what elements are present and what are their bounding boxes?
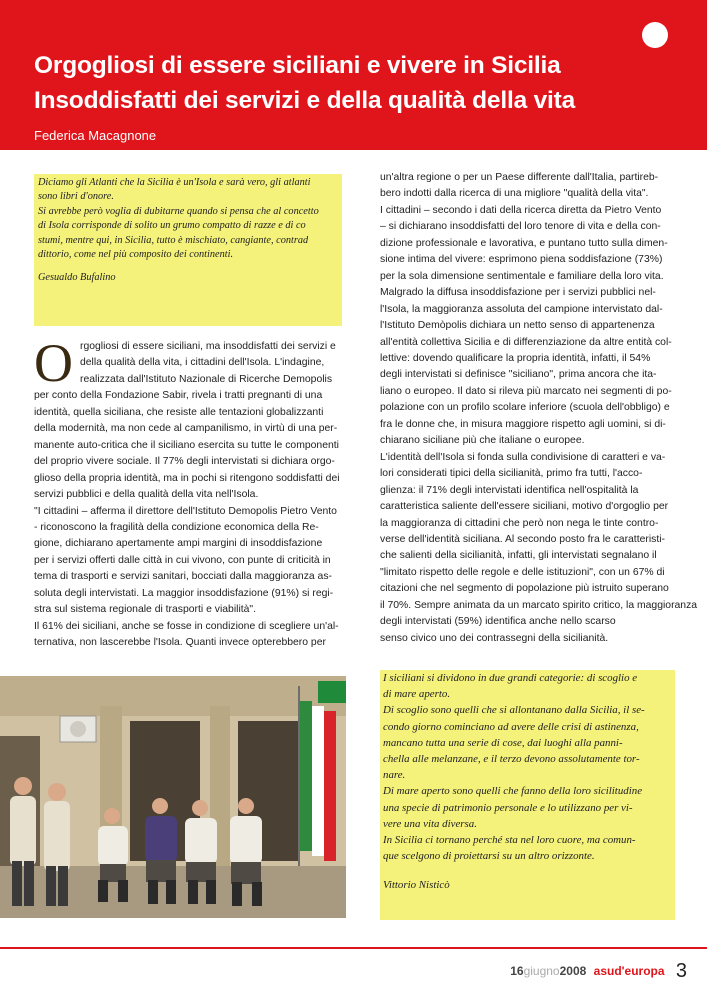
quote-line: una specie di patrimonio personale e lo utilizzano per vi- [383, 801, 633, 814]
quote-line: di mare aperto. [383, 688, 451, 701]
quote-signature: Gesualdo Bufalino [38, 272, 116, 284]
text-line: I cittadini – secondo i dati della ricerca diretta da Pietro Vento [380, 204, 662, 216]
quote-line: stumi, mentre qui, in Sicilia, tutto è mischiato, cangiante, contrad [38, 234, 309, 246]
text-line: manente auto-critica che il siciliano esercita su tutte le componenti [34, 439, 339, 451]
quote-signature: Vittorio Nisticò [383, 879, 450, 892]
text-line: fra le donne che, in misura maggiore rispetto agli uomini, si di- [380, 418, 666, 430]
drop-cap: O [34, 333, 73, 393]
article-column-left [34, 333, 344, 652]
text-line: lori considerati tipici della sicilianità, primo fra tutti, l'acco- [380, 468, 643, 480]
text-line: caratteristica saliente dell'essere siciliani, motivo d'orgoglio per [380, 501, 669, 513]
text-line: soluta degli intervistati. La maggior insoddisfazione (91%) si regi- [34, 587, 334, 599]
text-line: "I cittadini – afferma il direttore dell'Istituto Demopolis Pietro Vento [34, 505, 337, 517]
quote-line: vere una vita diversa. [383, 817, 477, 830]
text-line: - riconoscono la fragilità della condizione economica della Re- [34, 521, 319, 533]
quote-line: condo giorno cominciano ad avere delle crisi di astinenza, [383, 720, 639, 733]
text-line: – si dichiarano insoddisfatti del loro tenore di vita e della con- [380, 221, 661, 233]
text-line: sione intima del vivere: esprimono piena soddisfazione (73%) [380, 254, 663, 266]
epigraph-quote-box [34, 174, 342, 326]
text-line: citazioni che nel segmento di popolazione più istruito superano [380, 583, 669, 595]
sidebar-quote-box [380, 670, 675, 920]
text-line: bero indotti dalla ricerca di una migliore "qualità della vita". [380, 188, 649, 200]
footer-month: giugno [523, 964, 560, 978]
text-line: identità, quella siciliana, che resiste alle tentazioni globalizzanti [34, 406, 324, 418]
text-line: Malgrado la diffusa insoddisfazione per i servizi pubblici nel- [380, 287, 656, 299]
text-line: tema di trasporti e servizi sanitari, bocciati dalla maggioranza as- [34, 571, 332, 583]
footer-year: 2008 [559, 964, 587, 978]
text-line: l'Isola, la maggioranza assoluta del campione intervistato dal- [380, 303, 663, 315]
text-line: della qualità della vita, i cittadini dell'Isola. L'indagine, [80, 357, 325, 369]
text-line: stra sul sistema regionale di trasporti e viabilità". [34, 604, 256, 616]
text-line: della modernità, ma non cede al campanilismo, in virtù di una per- [34, 423, 338, 435]
header-band [0, 0, 707, 150]
text-line: senso civico uno dei contrassegni della sicilianità. [380, 632, 609, 644]
text-line: l'Istituto Demòpolis dichiara un netto senso di appartenenza [380, 320, 655, 332]
text-line: Il 61% dei siciliani, anche se fosse in condizione di scegliere un'al- [34, 620, 339, 632]
quote-line: que scelgono di proiettarsi su un altro orizzonte. [383, 850, 595, 863]
text-line: polazione con un profilo scolare inferiore (scuola dell'obbligo) e [380, 402, 670, 414]
text-line: glienza: il 71% degli intervistati identifica nell'ospitalità la [380, 484, 639, 496]
text-line: il 70%. Sempre animata da un marcato spirito critico, la maggioranza [380, 599, 698, 611]
text-line: un'altra regione o per un Paese differente dall'Italia, partireb- [380, 172, 659, 183]
text-line: per la sola dimensione sentimentale e familiare della loro vita. [380, 270, 664, 282]
quote-line: Si avrebbe però voglia di dubitarne quando si pensa che al concetto [38, 205, 319, 217]
title-line-2: Insoddisfatti dei servizi e della qualità della vita [34, 87, 576, 114]
text-line: lettive: dovendo qualificare la propria identità, infatti, il 54% [380, 352, 651, 364]
text-line: dizione professionale e lavorativa, e puntano tutto sulla dimen- [380, 237, 668, 249]
text-line: verse dell'identità siciliana. Al secondo posto fra le caratteristi- [380, 533, 665, 545]
text-line: del proprio vivere sociale. Il 77% degli intervistati si dichiara orgo- [34, 456, 335, 468]
page-number: 3 [675, 960, 687, 982]
quote-line: In Sicilia ci tornano perché sta nel loro cuore, ma comun- [383, 834, 636, 847]
quote-line: chella alle melanzane, e il terzo devono assolutamente tor- [383, 753, 640, 766]
quote-line: Di mare aperto sono quelli che fanno della loro sicilitudine [383, 785, 643, 798]
quote-line: Di scoglio sono quelli che si allontanano dalla Sicilia, il se- [383, 704, 645, 717]
article-column-right [380, 170, 698, 647]
text-line: liano o europeo. Il dato si rileva più marcato nei segmenti di po- [380, 385, 672, 397]
text-line: ternativa, non lascerebbe l'Isola. Quanti invece opterebbero per [34, 637, 326, 649]
text-line: glioso della propria identità, ma in pochi si ritengono soddisfatti dei [34, 472, 340, 484]
quote-line: sono libri d'onore. [38, 191, 114, 203]
quote-line: I siciliani si dividono in due grandi categorie: di scoglio e [383, 672, 638, 684]
footer [510, 958, 687, 981]
footer-rule [0, 947, 707, 949]
quote-line: di Isola corrisponde di solito un grumo compatto di razze e di co [38, 220, 306, 232]
title-line-1: Orgogliosi di essere siciliani e vivere in Sicilia [34, 52, 561, 79]
text-line: "limitato rispetto delle regole e delle istituzioni", con un 67% di [380, 566, 665, 578]
text-line: realizzata dall'Istituto Nazionale di Ricerche Demopolis [80, 373, 333, 385]
text-line: servizi pubblici e della qualità della vita nell'Isola. [34, 489, 259, 501]
quote-line: nare. [383, 769, 406, 782]
text-line: gione, dichiarano apertamente ampi margini di insoddisfazione [34, 538, 323, 550]
text-line: rgogliosi di essere siciliani, ma insoddisfatti dei servizi e [80, 341, 336, 352]
text-line: chiarano siciliane più che italiane o europee. [380, 435, 585, 447]
text-line: degli intervistati si definisce "siciliano", prima ancora che ita- [380, 369, 657, 381]
text-line: all'entità collettiva Sicilia e di differenziazione da altre entità col- [380, 336, 672, 348]
footer-day: 16 [510, 964, 524, 978]
quote-line: Diciamo gli Atlanti che la Sicilia è un'Isola e sarà vero, gli atlanti [38, 177, 311, 188]
text-line: L'identità dell'Isola si fonda sulla condivisione di caratteri e va- [380, 451, 666, 463]
author-name: Federica Macagnone [34, 128, 157, 143]
photo-elderly-men-icon [0, 676, 346, 918]
footer-magazine: asud'europa [593, 964, 665, 978]
quote-line: mancano tutta una serie di cose, dai luoghi alla panni- [383, 736, 623, 749]
decorative-dot-icon [642, 22, 668, 48]
text-line: la maggioranza di cittadini che però non nega le tinte contro- [380, 517, 659, 529]
text-line: che salienti della sicilianità, infatti, gli intervistati segnalano il [380, 550, 657, 562]
text-line: degli intervistati (59%) identifica anche nello scarso [380, 616, 616, 628]
text-line: per i servizi offerti dalle città in cui vivono, con punte di criticità in [34, 554, 331, 566]
text-line: per conto della Fondazione Sabir, rivela i tratti pregnanti di una [34, 390, 323, 402]
quote-line: dittorio, come nel più composito dei continenti. [38, 249, 234, 261]
